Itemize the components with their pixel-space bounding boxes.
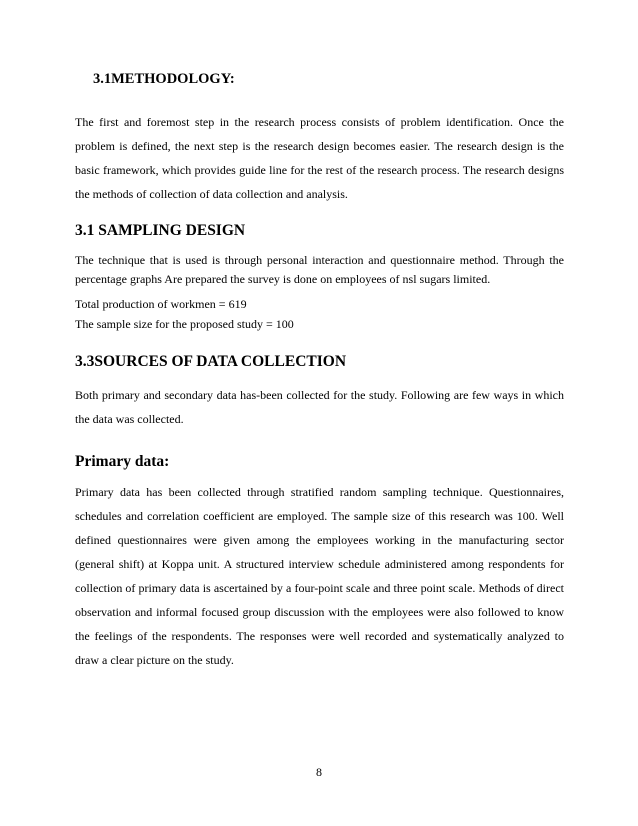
sources-of-data-paragraph: Both primary and secondary data has-been collected for the study. Following are few ways in which the data was collected. (75, 388, 564, 426)
sample-size-line: The sample size for the proposed study = 100 (75, 317, 294, 331)
methodology-heading: 3.1METHODOLOGY: (93, 71, 235, 87)
methodology-paragraph: The first and foremost step in the research process consists of problem identification. Once the problem is defined, the next step is the research design becomes easier. The research design is the basic framework, which provides guide line for the rest of the research process. The research designs the methods of collection of data collection and analysis. (75, 115, 564, 201)
page-number: 8 (316, 765, 322, 779)
primary-data-paragraph: Primary data has been collected through stratified random sampling technique. Questionnaires, schedules and correlation coefficient are employed. The sample size of this research was 100. Well defined questionnaires were given among the employees working in the manufacturing sector (general shift) at Koppa unit. A structured interview schedule administered among respondents for collection of primary data is ascertained by a four-point scale and three point scale. Methods of direct observation and informal focused group discussion with the employees were also followed to know the feelings of the respondents. The responses were well recorded and systematically analyzed to draw a clear picture on the study. (75, 485, 564, 667)
total-production-line: Total production of workmen = 619 (75, 297, 247, 311)
primary-data-heading: Primary data: (75, 453, 170, 470)
sources-of-data-heading: 3.3SOURCES OF DATA COLLECTION (75, 353, 347, 370)
sampling-design-heading: 3.1 SAMPLING DESIGN (75, 222, 246, 239)
sampling-design-paragraph: The technique that is used is through personal interaction and questionnaire method. Through the percentage graphs Are prepared the survey is done on employees of nsl sugars limited. (75, 253, 564, 286)
